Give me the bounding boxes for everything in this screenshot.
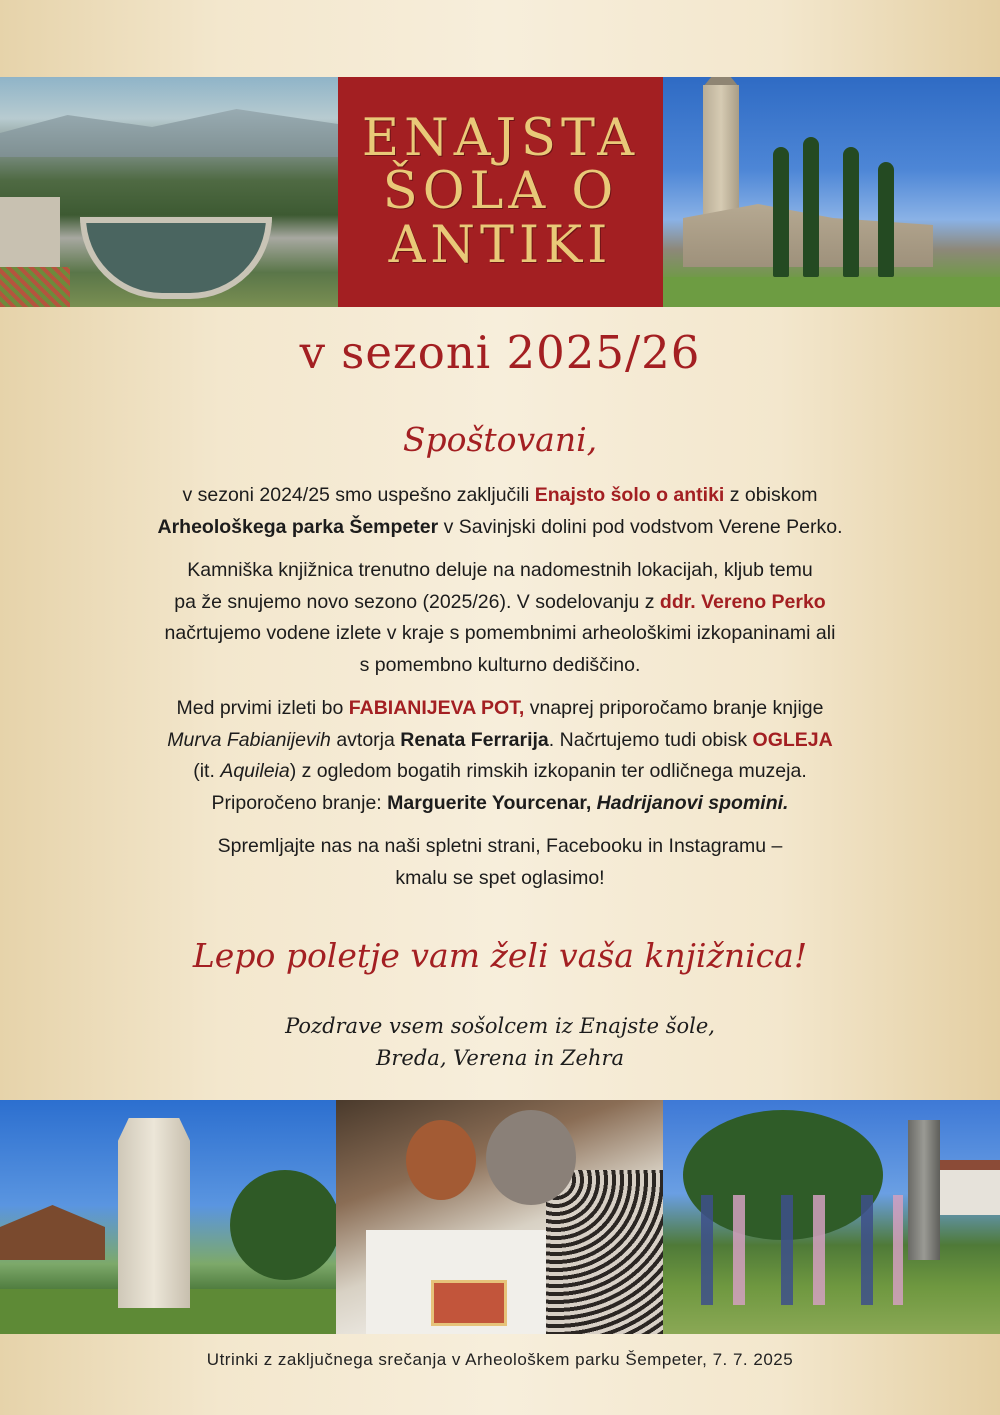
basilica-photo xyxy=(663,77,1000,307)
text-span: Kamniška knjižnica trenutno deluje na nadomestnih lokacijah, kljub temu xyxy=(187,559,813,581)
paragraph-4 xyxy=(100,831,900,894)
sign-off-line-2: Breda, Verena in Zehra xyxy=(375,1046,625,1070)
recommended-book: Hadrijanovi spomini. xyxy=(596,791,789,814)
highlight-school-name: Enajsto šolo o antiki xyxy=(534,484,725,506)
title-line-3: ANTIKI xyxy=(388,215,613,275)
certificate-shape xyxy=(431,1280,507,1326)
text-span: načrtujemo vodene izlete v kraje s pomembnimi arheološkimi izkopaninami ali xyxy=(164,622,836,644)
bottom-photo-row xyxy=(0,1100,1000,1334)
cypress-shape xyxy=(803,137,819,277)
person-shape xyxy=(546,1170,663,1334)
park-group-photo xyxy=(663,1100,1000,1334)
sign-off-line-1: Pozdrave vsem sošolcem iz Enajste šole, xyxy=(285,1014,715,1038)
garden-pond-photo xyxy=(0,77,338,307)
text-span: pa že snujemo novo sezono (2025/26). V sodelovanju z xyxy=(174,590,660,613)
monument-pillar-shape xyxy=(908,1120,940,1260)
cypress-shape xyxy=(773,147,789,277)
visitor-group-shape xyxy=(683,1195,903,1305)
highlight-park-name: Arheološkega parka Šempeter xyxy=(157,515,439,538)
title-line-2: ŠOLA O xyxy=(382,162,619,222)
title-block xyxy=(338,77,663,307)
text-span: z obiskom xyxy=(724,484,818,506)
text-span: Priporočeno branje: xyxy=(211,791,388,814)
season-heading: v sezoni 2025/26 xyxy=(299,326,701,379)
cypress-shape xyxy=(878,162,894,277)
letter-body xyxy=(100,480,900,906)
tomb-monument-shape xyxy=(118,1118,190,1308)
paragraph-1 xyxy=(100,480,900,543)
greeting-heading: Spoštovani, xyxy=(402,420,598,459)
hills-shape xyxy=(0,97,338,157)
photo-caption: Utrinki z zaključnega srečanja v Arheološkem parku Šempeter, 7. 7. 2025 xyxy=(206,1350,794,1369)
text-span: Med prvimi izleti bo xyxy=(176,697,349,719)
text-span: ) z ogledom bogatih rimskih izkopanin ter odličnega muzeja. xyxy=(289,760,807,782)
title-line-1: ENAJSTA xyxy=(361,108,640,168)
text-span: . Načrtujemo tudi obisk xyxy=(548,728,753,751)
italian-name: Aquileia xyxy=(220,760,290,782)
paragraph-3 xyxy=(100,693,900,819)
paragraph-2 xyxy=(100,555,900,681)
highlight-trip-fabiani: FABIANIJEVA POT, xyxy=(348,697,525,719)
flower-bed-shape xyxy=(0,267,70,307)
tree-shape xyxy=(230,1170,336,1280)
text-span: s pomembno kulturno dediščino. xyxy=(359,653,641,676)
highlight-trip-aquileia: OGLEJA xyxy=(752,728,833,751)
barn-shape xyxy=(0,1205,105,1260)
text-span: kmalu se spet oglasimo! xyxy=(395,866,605,889)
workshop-photo xyxy=(336,1100,663,1334)
text-span: (it. xyxy=(193,760,221,782)
top-photo-row xyxy=(0,77,1000,307)
text-span: vnaprej priporočamo branje knjige xyxy=(524,697,824,719)
person-shape xyxy=(486,1110,576,1205)
person-shape xyxy=(406,1120,476,1200)
text-span: Spremljajte nas na naši spletni strani, Facebooku in Instagramu – xyxy=(217,835,783,857)
book-title: Murva Fabianijevih xyxy=(167,728,331,751)
cypress-shape xyxy=(843,147,859,277)
highlight-guide-name: ddr. Vereno Perko xyxy=(659,590,826,613)
sign-off xyxy=(0,1010,1000,1074)
text-span: avtorja xyxy=(330,728,401,751)
pond-shape xyxy=(80,217,272,299)
recommended-author: Marguerite Yourcenar, xyxy=(387,791,597,814)
author-name: Renata Ferrarija xyxy=(400,728,549,751)
text-span: v Savinjski dolini pod vodstvom Verene Perko. xyxy=(438,515,843,538)
lawn-shape xyxy=(663,277,1000,307)
house-shape xyxy=(933,1160,1000,1215)
summer-wish-heading: Lepo poletje vam želi vaša knjižnica! xyxy=(192,936,808,975)
roman-monument-photo xyxy=(0,1100,336,1334)
text-span: v sezoni 2024/25 smo uspešno zaključili xyxy=(182,484,535,506)
